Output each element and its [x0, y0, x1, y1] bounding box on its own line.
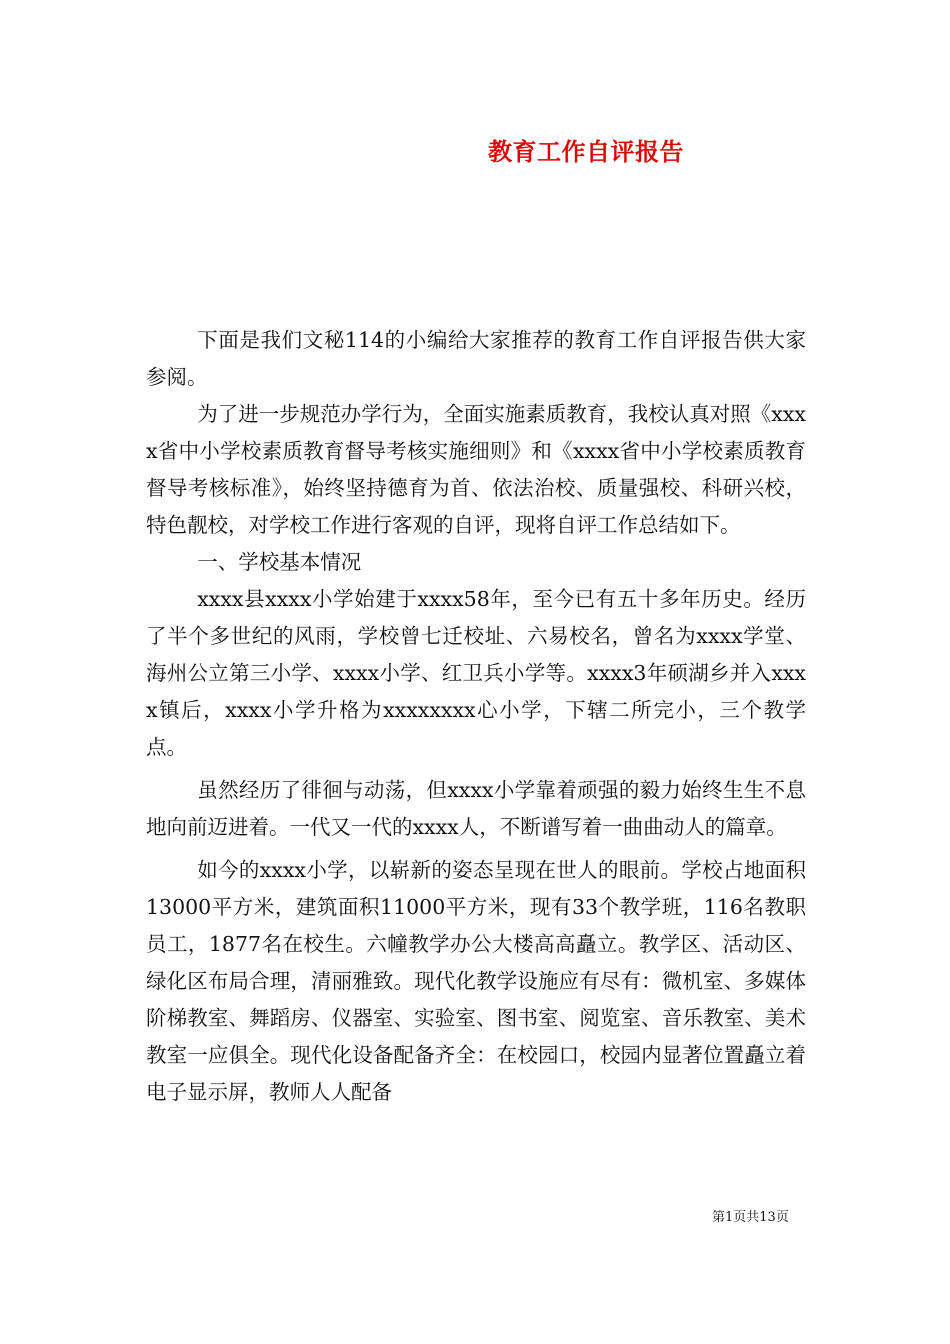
facilities-paragraph: 如今的xxxx小学，以崭新的姿态呈现在世人的眼前。学校占地面积13000平方米，建筑面积11000平方米，现有33个教学班，116名教职员工，1877名在校生。六幢教学办公大楼高高矗立。教学区、活动区、绿化区布局合理，清丽雅致。现代化教学设施应有尽有：微机室、多媒体阶梯教室、舞蹈房、仪器室、实验室、图书室、阅览室、音乐教室、美术教室一应俱全。现代化设备配备齐全：在校园口，校园内显著位置矗立着电子显示屏，教师人人配备: [146, 858, 806, 1104]
purpose-paragraph: 为了进一步规范办学行为，全面实施素质教育，我校认真对照《xxxx省中小学校素质教育督导考核实施细则》和《xxxx省中小学校素质教育督导考核标准》，始终坚持德育为首、依法治校、质量强校、科研兴校，特色靓校，对学校工作进行客观的自评，现将自评工作总结如下。: [146, 402, 806, 537]
perseverance-paragraph: 虽然经历了徘徊与动荡，但xxxx小学靠着顽强的毅力始终生生不息地向前迈进着。一代又一代的xxxx人，不断谱写着一曲曲动人的篇章。: [146, 778, 806, 839]
intro-paragraph: 下面是我们文秘114的小编给大家推荐的教育工作自评报告供大家参阅。: [146, 328, 806, 389]
document-title: 教育工作自评报告: [488, 137, 684, 166]
page-number-footer: 第1页共13页: [712, 1210, 789, 1225]
section-heading: 一、学校基本情况: [197, 550, 362, 574]
document-body: [146, 322, 806, 1111]
history-paragraph: xxxx县xxxx小学始建于xxxx58年，至今已有五十多年历史。经历了半个多世纪的风雨，学校曾七迁校址、六易校名，曾名为xxxx学堂、海州公立第三小学、xxxx小学、红卫兵小学等。xxxx3年硕湖乡并入xxxx镇后，xxxx小学升格为xxxxxxxx心小学，下辖二所完小，三个教学点。: [146, 587, 806, 759]
